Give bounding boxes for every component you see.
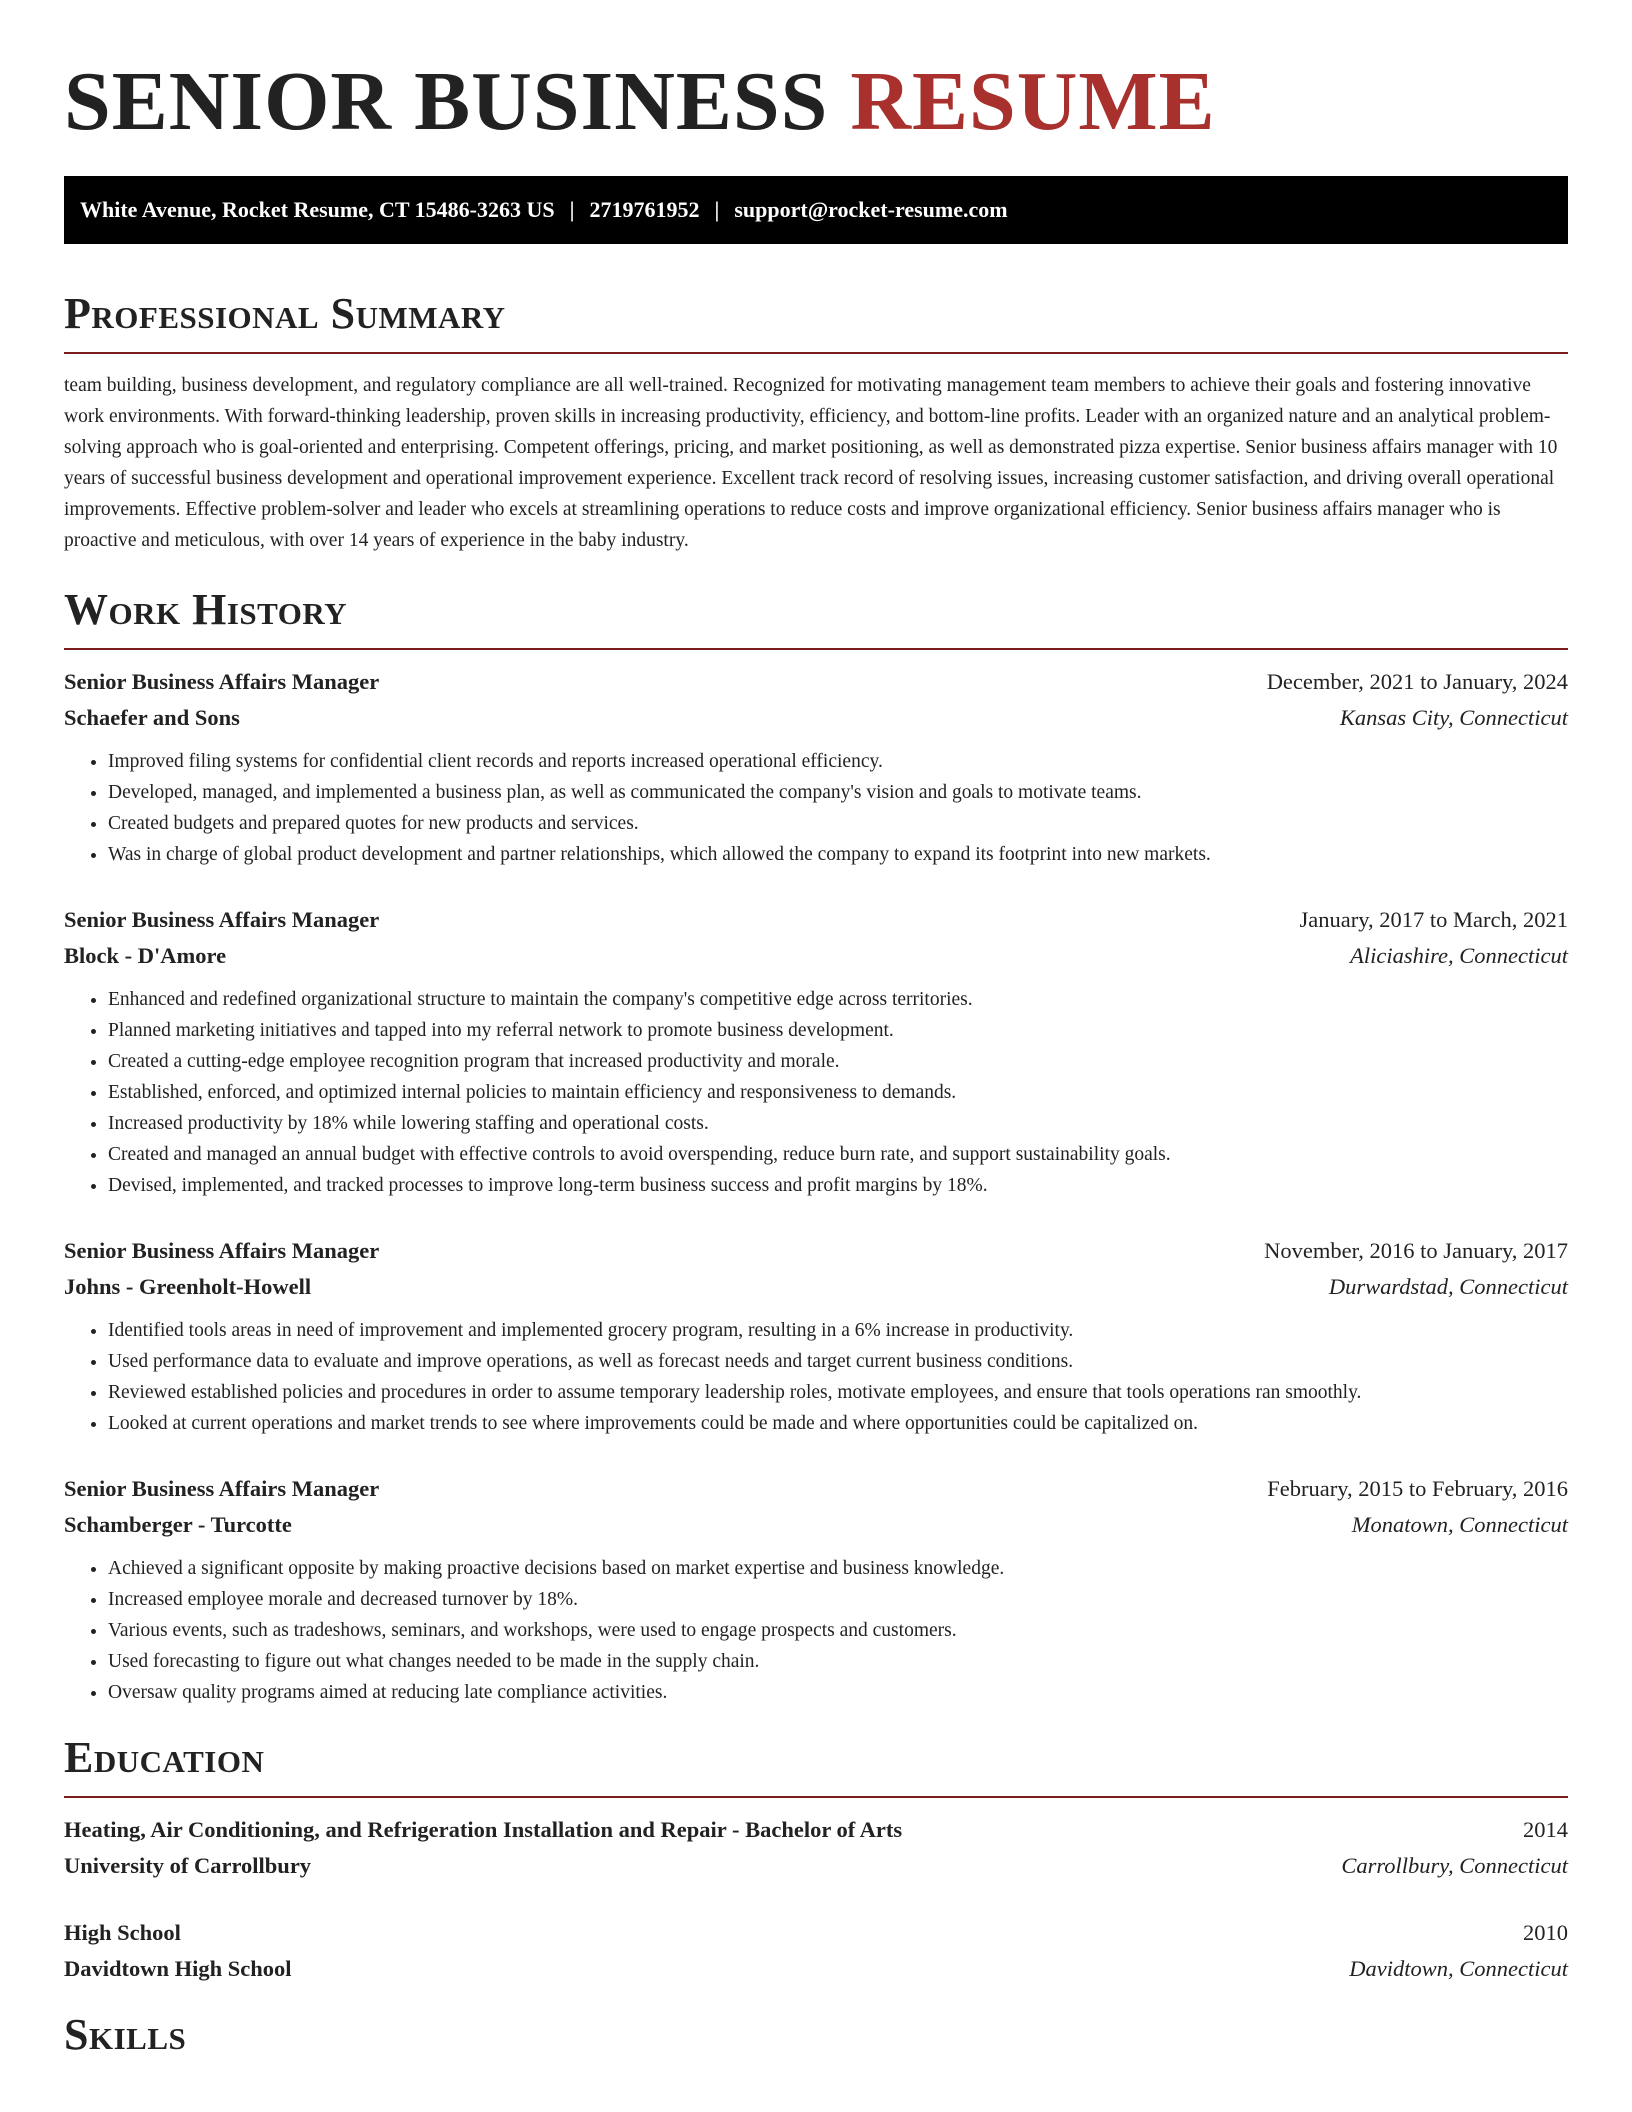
job-company-row xyxy=(64,700,1568,736)
job-company: Schaefer and Sons xyxy=(64,705,240,730)
list-item: • Used forecasting to figure out what changes needed to be made in the supply chain. xyxy=(108,1646,1568,1677)
job-title: Senior Business Affairs Manager xyxy=(64,1238,380,1263)
job-bullets xyxy=(64,984,1568,1201)
education-location: Davidtown, Connecticut xyxy=(1349,1956,1568,1981)
job-dates: November, 2016 to January, 2017 xyxy=(1264,1238,1568,1263)
education-entry xyxy=(64,1812,1568,1884)
list-item: • Increased productivity by 18% while lowering staffing and operational costs. xyxy=(108,1108,1568,1139)
title-accent: RESUME xyxy=(850,55,1216,148)
contact-email[interactable]: support@rocket-resume.com xyxy=(734,197,1008,222)
job-dates: February, 2015 to February, 2016 xyxy=(1267,1476,1568,1501)
list-item: • Reviewed established policies and procedures in order to assume temporary leadership roles, motivate employees, and ensure that tools operations ran smoothly. xyxy=(108,1377,1568,1408)
list-item: • Achieved a significant opposite by making proactive decisions based on market expertise and business knowledge. xyxy=(108,1553,1568,1584)
education-school: Davidtown High School xyxy=(64,1956,292,1981)
list-item: • Increased employee morale and decreased turnover by 18%. xyxy=(108,1584,1568,1615)
education-section xyxy=(64,1730,1568,1987)
job-dates: December, 2021 to January, 2024 xyxy=(1266,669,1568,694)
section-divider xyxy=(64,1796,1568,1798)
job-entry xyxy=(64,1233,1568,1439)
contact-separator: | xyxy=(714,197,720,222)
job-header-row xyxy=(64,902,1568,938)
job-entry xyxy=(64,664,1568,870)
summary-section xyxy=(64,286,1568,556)
list-item: • Enhanced and redefined organizational structure to maintain the company's competitive edge across territories. xyxy=(108,984,1568,1015)
list-item: • Looked at current operations and market trends to see where improvements could be made and where opportunities could be capitalized on. xyxy=(108,1408,1568,1439)
list-item: • Established, enforced, and optimized internal policies to maintain efficiency and responsiveness to demands. xyxy=(108,1077,1568,1108)
job-location: Monatown, Connecticut xyxy=(1351,1512,1568,1537)
job-bullets xyxy=(64,1553,1568,1708)
skills-section xyxy=(64,2007,1568,2063)
job-location: Kansas City, Connecticut xyxy=(1339,705,1568,730)
job-company: Block - D'Amore xyxy=(64,943,227,968)
job-title: Senior Business Affairs Manager xyxy=(64,669,380,694)
education-school-row xyxy=(64,1951,1568,1987)
contact-phone[interactable]: 2719761952 xyxy=(589,197,700,222)
contact-address: White Avenue, Rocket Resume, CT 15486-3263 US xyxy=(80,197,555,222)
list-item: • Created a cutting-edge employee recognition program that increased productivity and morale. xyxy=(108,1046,1568,1077)
education-location: Carrollbury, Connecticut xyxy=(1341,1853,1568,1878)
job-entry xyxy=(64,902,1568,1201)
list-item: • Created budgets and prepared quotes for new products and services. xyxy=(108,808,1568,839)
section-divider xyxy=(64,352,1568,354)
list-item: • Created and managed an annual budget with effective controls to avoid overspending, reduce burn rate, and support sustainability goals. xyxy=(108,1139,1568,1170)
education-entry xyxy=(64,1915,1568,1987)
section-heading-education: Education xyxy=(64,1733,265,1782)
resume-title xyxy=(64,52,1568,152)
list-item: • Planned marketing initiatives and tapped into my referral network to promote business development. xyxy=(108,1015,1568,1046)
education-school: University of Carrollbury xyxy=(64,1853,312,1878)
job-dates: January, 2017 to March, 2021 xyxy=(1299,907,1568,932)
section-heading-skills: Skills xyxy=(64,2010,187,2059)
contact-separator: | xyxy=(569,197,575,222)
job-company-row xyxy=(64,1507,1568,1543)
contact-bar xyxy=(64,176,1568,244)
education-degree: Heating, Air Conditioning, and Refrigeration Installation and Repair - Bachelor of Arts xyxy=(64,1817,903,1842)
list-item: • Various events, such as tradeshows, seminars, and workshops, were used to engage prospects and customers. xyxy=(108,1615,1568,1646)
job-bullets xyxy=(64,746,1568,870)
education-school-row xyxy=(64,1848,1568,1884)
education-year: 2010 xyxy=(1523,1920,1568,1945)
list-item: • Improved filing systems for confidential client records and reports increased operational efficiency. xyxy=(108,746,1568,777)
job-header-row xyxy=(64,1471,1568,1507)
education-degree: High School xyxy=(64,1920,181,1945)
list-item: • Identified tools areas in need of improvement and implemented grocery program, resulting in a 6% increase in productivity. xyxy=(108,1315,1568,1346)
list-item: • Devised, implemented, and tracked processes to improve long-term business success and profit margins by 18%. xyxy=(108,1170,1568,1201)
job-company: Schamberger - Turcotte xyxy=(64,1512,292,1537)
list-item: • Used performance data to evaluate and improve operations, as well as forecast needs and target current business conditions. xyxy=(108,1346,1568,1377)
section-heading-work-history: Work History xyxy=(64,585,348,634)
job-title: Senior Business Affairs Manager xyxy=(64,1476,380,1501)
title-main: SENIOR BUSINESS xyxy=(64,55,829,148)
job-company: Johns - Greenholt-Howell xyxy=(64,1274,312,1299)
education-header-row xyxy=(64,1812,1568,1848)
job-header-row xyxy=(64,664,1568,700)
job-bullets xyxy=(64,1315,1568,1439)
job-entry xyxy=(64,1471,1568,1708)
education-header-row xyxy=(64,1915,1568,1951)
job-company-row xyxy=(64,1269,1568,1305)
list-item: • Developed, managed, and implemented a business plan, as well as communicated the company's vision and goals to motivate teams. xyxy=(108,777,1568,808)
list-item: • Was in charge of global product development and partner relationships, which allowed the company to expand its footprint into new markets. xyxy=(108,839,1568,870)
job-company-row xyxy=(64,938,1568,974)
job-header-row xyxy=(64,1233,1568,1269)
job-location: Durwardstad, Connecticut xyxy=(1328,1274,1568,1299)
job-title: Senior Business Affairs Manager xyxy=(64,907,380,932)
list-item: • Oversaw quality programs aimed at reducing late compliance activities. xyxy=(108,1677,1568,1708)
work-history-section xyxy=(64,582,1568,1708)
section-divider xyxy=(64,648,1568,650)
education-year: 2014 xyxy=(1523,1817,1568,1842)
summary-text: team building, business development, and regulatory compliance are all well-trained. Recognized for motivating management team members to achieve their goals and fostering innovative work environments. With forward-thinking leadership, proven skills in increasing productivity, efficiency, and bottom-line profits. Leader with an organized nature and an analytical problem-solving approach who is goal-oriented and enterprising. Competent offerings, pricing, and market positioning, as well as demonstrated pizza expertise. Senior business affairs manager with 10 years of successful business development and operational improvement experience. Excellent track record of resolving issues, increasing customer satisfaction, and driving overall operational improvements. Effective problem-solver and leader who excels at streamlining operations to reduce costs and improve organizational efficiency. Senior business affairs manager who is proactive and meticulous, with over 14 years of experience in the baby industry. xyxy=(64,375,1558,551)
section-heading-summary: Professional Summary xyxy=(64,289,506,338)
job-location: Aliciashire, Connecticut xyxy=(1350,943,1568,968)
